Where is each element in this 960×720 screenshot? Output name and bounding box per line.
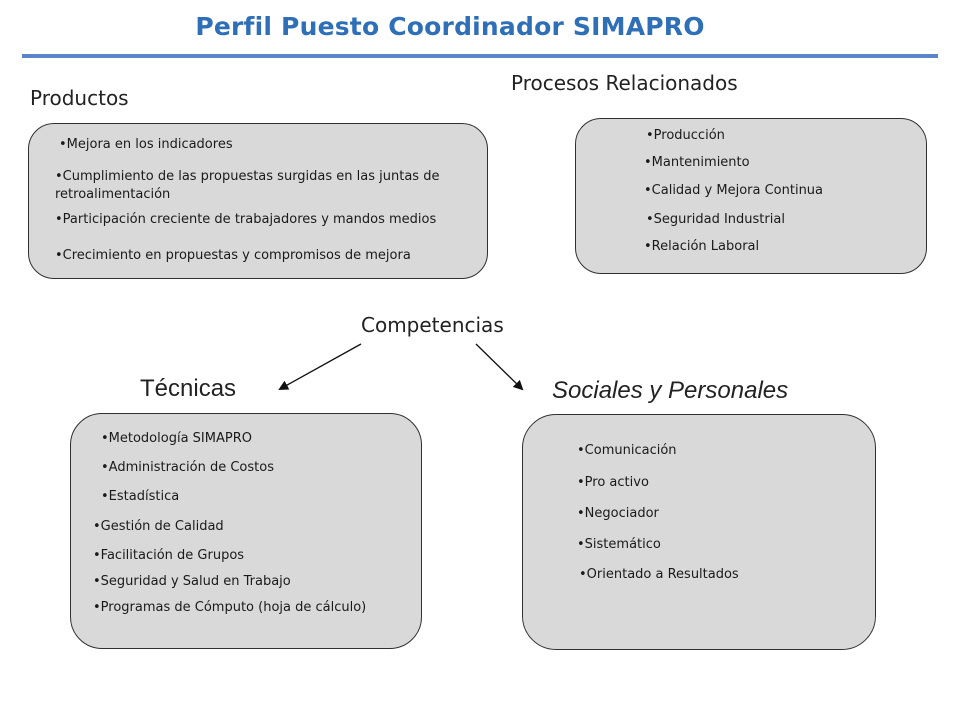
list-item: •Relación Laboral	[644, 239, 760, 254]
tecnicas-heading: Técnicas	[140, 375, 237, 402]
arrow-to-tecnicas	[280, 344, 361, 389]
list-item: •Administración de Costos	[101, 460, 274, 475]
list-item: •Crecimiento en propuestas y compromisos de mejora	[55, 248, 411, 263]
list-item: •Seguridad y Salud en Trabajo	[93, 574, 291, 589]
sociales-box	[522, 414, 876, 650]
list-item: •Producción	[646, 128, 725, 143]
list-item: •Facilitación de Grupos	[93, 548, 245, 563]
list-item: •Sistemático	[577, 537, 661, 552]
list-item: •Gestión de Calidad	[93, 519, 224, 534]
tecnicas-box	[70, 413, 422, 649]
procesos-heading: Procesos Relacionados	[511, 71, 738, 95]
competencias-heading: Competencias	[361, 313, 504, 337]
page-title: Perfil Puesto Coordinador SIMAPRO	[195, 12, 705, 41]
sociales-heading: Sociales y Personales	[552, 377, 789, 404]
list-item: •Cumplimiento de las propuestas surgidas en las juntas de retroalimentación	[55, 169, 440, 202]
list-item: •Calidad y Mejora Continua	[644, 183, 824, 198]
list-item: •Estadística	[101, 489, 180, 504]
list-item: •Participación creciente de trabajadores y mandos medios	[55, 212, 437, 227]
list-item: •Mejora en los indicadores	[59, 137, 233, 152]
list-item: •Seguridad Industrial	[646, 212, 785, 227]
productos-heading: Productos	[30, 86, 129, 110]
arrow-to-sociales	[476, 344, 522, 389]
list-item: •Pro activo	[577, 475, 649, 490]
list-item: •Programas de Cómputo (hoja de cálculo)	[93, 600, 367, 615]
list-item: •Orientado a Resultados	[579, 567, 739, 582]
list-item: •Metodología SIMAPRO	[101, 431, 252, 446]
list-item: •Negociador	[577, 506, 659, 521]
list-item: •Comunicación	[577, 443, 677, 458]
list-item: •Mantenimiento	[644, 155, 750, 170]
